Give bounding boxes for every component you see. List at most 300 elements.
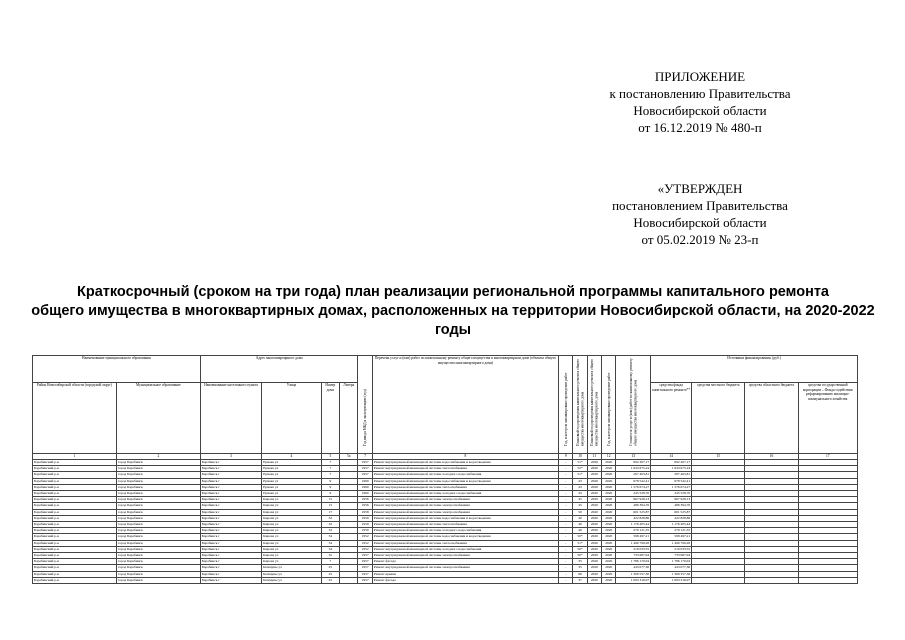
approved-line: Новосибирской области xyxy=(633,215,767,230)
table-cell: 245 528,70 xyxy=(616,491,651,497)
table-cell: 9 xyxy=(321,491,339,497)
table-cell: - xyxy=(559,491,573,497)
table-cell: Ремонт внутридомовой инженерной системы электроснабжения xyxy=(372,553,558,559)
table-cell: 422 828,86 xyxy=(616,515,651,521)
table-cell: город Барабинск xyxy=(116,559,200,565)
table-cell: Кирова ул xyxy=(262,515,321,521)
column-number: 15 xyxy=(692,454,745,460)
header-wear: Плановый год проведения капитального ремонта общего имущества многоквартирного дома xyxy=(573,356,587,454)
table-cell: 2020 xyxy=(602,484,616,490)
column-number: 8 xyxy=(372,454,558,460)
table-cell: - xyxy=(559,571,573,577)
table-cell xyxy=(692,577,745,583)
table-cell: Ремонт внутридомовой инженерной системы теплоснабжения xyxy=(372,522,558,528)
table-cell: город Барабинск xyxy=(116,571,200,577)
appendix-line: к постановлению Правительства xyxy=(609,86,791,101)
subheader-house: Номер дома xyxy=(321,383,339,454)
table-cell: 2020 xyxy=(602,460,616,466)
table-cell: 1956 xyxy=(358,497,372,503)
document-title xyxy=(20,283,886,340)
column-number: 5 xyxy=(321,454,339,460)
table-cell: 733 687,94 xyxy=(616,553,651,559)
subheader-fund-owners: средства фонда капитального ремонта** xyxy=(651,383,692,454)
table-cell: 210 033,55 xyxy=(651,546,692,552)
table-cell: Барабинский р-н xyxy=(33,472,117,478)
table-cell: 1957 xyxy=(358,466,372,472)
table-cell: 2020 xyxy=(602,522,616,528)
table-cell: город Барабинск xyxy=(116,484,200,490)
table-cell: Барабинский р-н xyxy=(33,522,117,528)
table-cell: 1 309 557,30 xyxy=(616,571,651,577)
table-cell: 51* xyxy=(573,472,587,478)
table-cell: Кирова ул xyxy=(262,540,321,546)
table-cell: Барабинский р-н xyxy=(33,509,117,515)
table-cell: Барабинск г xyxy=(200,553,261,559)
table-cell: Барабинск г xyxy=(200,460,261,466)
table-cell: 279 121,55 xyxy=(651,528,692,534)
table-cell: 2020 xyxy=(587,577,601,583)
table-cell: 297 463,81 xyxy=(616,472,651,478)
column-number: 10 xyxy=(573,454,587,460)
table-cell: 35 xyxy=(573,559,587,565)
table-cell: Кирова ул xyxy=(262,528,321,534)
table-cell: город Барабинск xyxy=(116,577,200,583)
title-line: общего имущества в многоквартирных домах, расположенных на территории Новосибирской области, на 2020-2022 xyxy=(31,303,875,319)
table-cell: 2020 xyxy=(602,546,616,552)
table-cell: Кирова ул xyxy=(262,503,321,509)
table-cell: 692 207,17 xyxy=(616,460,651,466)
table-cell: Ремонт внутридомовой инженерной системы теплоснабжения xyxy=(372,540,558,546)
table-cell: 2020 xyxy=(587,559,601,565)
table-cell: город Барабинск xyxy=(116,522,200,528)
table-cell: Кирова ул xyxy=(262,546,321,552)
table-cell: Ремонт внутридомовой инженерной системы холодного водоснабжения xyxy=(372,546,558,552)
table-cell: - xyxy=(559,509,573,515)
table-cell: Барабинск г xyxy=(200,491,261,497)
table-cell: 3а xyxy=(321,553,339,559)
table-cell: Барабинск г xyxy=(200,559,261,565)
table-cell: - xyxy=(559,540,573,546)
header-year-built: Год ввода МКД в эксплуатацию (год) xyxy=(358,356,372,454)
table-cell: 2020 xyxy=(587,497,601,503)
table-cell: - xyxy=(559,565,573,571)
table-cell: 2020 xyxy=(602,515,616,521)
approved-block xyxy=(600,180,800,248)
table-cell: 50 xyxy=(573,509,587,515)
table-cell: - xyxy=(559,553,573,559)
table-cell: 7 xyxy=(321,472,339,478)
table-cell: - xyxy=(559,559,573,565)
table-cell: Коммуны ул xyxy=(262,577,321,583)
table-cell: Кирова ул xyxy=(262,522,321,528)
table-cell: 2020 xyxy=(602,503,616,509)
subheader-letter: Литера xyxy=(340,383,358,454)
table-cell: 45 xyxy=(573,497,587,503)
table-cell: 15 xyxy=(321,497,339,503)
table-cell: - xyxy=(559,497,573,503)
subheader-settlement: Наименование населенного пункта xyxy=(200,383,261,454)
table-cell: 1959 xyxy=(358,528,372,534)
column-number: 17 xyxy=(798,454,857,460)
table-cell: Барабинск г xyxy=(200,534,261,540)
header-funding: Источники финансирования, (руб.) xyxy=(651,356,858,383)
table-cell: 598 497,21 xyxy=(651,534,692,540)
table-cell: Барабинский р-н xyxy=(33,559,117,565)
table-cell: - xyxy=(559,466,573,472)
header-municipality: Наименование муниципального образования xyxy=(33,356,201,383)
table-cell: город Барабинск xyxy=(116,478,200,484)
table-cell: Барабинский р-н xyxy=(33,528,117,534)
table-cell: 2020 xyxy=(587,509,601,515)
table-cell: 486 394,76 xyxy=(616,503,651,509)
table-cell: 1958 xyxy=(358,509,372,515)
table-cell: Барабинск г xyxy=(200,472,261,478)
table-cell: Кирова ул xyxy=(262,559,321,565)
table-cell: 2020 xyxy=(587,553,601,559)
table-cell: 1960 xyxy=(358,478,372,484)
table-cell: 2020 xyxy=(587,546,601,552)
table-cell: Коммуны ул xyxy=(262,565,321,571)
table-cell: Барабинский р-н xyxy=(33,478,117,484)
table-cell: Барабинск г xyxy=(200,466,261,472)
table-cell: Барабинск г xyxy=(200,577,261,583)
table-cell: 43 xyxy=(573,478,587,484)
table-cell: 1 643 675,24 xyxy=(616,466,651,472)
table-cell: 1952 xyxy=(358,546,372,552)
title-line: годы xyxy=(434,322,472,338)
table-cell: 2020 xyxy=(587,503,601,509)
table-cell: 32 xyxy=(321,515,339,521)
table-cell: Барабинск г xyxy=(200,478,261,484)
table-cell: - xyxy=(559,577,573,583)
table-cell: 50* xyxy=(573,546,587,552)
table-cell: 2020 xyxy=(602,528,616,534)
table-cell: город Барабинск xyxy=(116,491,200,497)
table-cell: - xyxy=(559,484,573,490)
table-cell: Ремонт внутридомовой инженерной системы электроснабжения xyxy=(372,497,558,503)
table-cell: Коммуны ул xyxy=(262,571,321,577)
table-cell: 25 xyxy=(321,577,339,583)
table-cell: 43 xyxy=(573,484,587,490)
table-cell: 678 542,41 xyxy=(616,478,651,484)
table-cell: Барабинск г xyxy=(200,484,261,490)
table-cell: 2020 xyxy=(587,571,601,577)
table-cell: 9 xyxy=(321,484,339,490)
table-cell: 2020 xyxy=(587,472,601,478)
table-cell: Ермака ул xyxy=(262,466,321,472)
table-cell: город Барабинск xyxy=(116,540,200,546)
table-cell: 1 490 799,28 xyxy=(616,540,651,546)
table-cell: 2020 xyxy=(587,522,601,528)
table-cell: 2020 xyxy=(602,553,616,559)
column-number: 11 xyxy=(587,454,601,460)
table-cell: 210 033,55 xyxy=(616,546,651,552)
table-cell: 45 xyxy=(573,503,587,509)
table-cell: - xyxy=(559,515,573,521)
table-cell: - xyxy=(559,546,573,552)
table-cell: 25 xyxy=(321,565,339,571)
subheader-local-budget: средства местного бюджета xyxy=(692,383,745,454)
table-cell: 2020 xyxy=(587,534,601,540)
table-cell: Барабинский р-н xyxy=(33,460,117,466)
table-cell: 1956 xyxy=(358,503,372,509)
table-cell: 1 576 674,27 xyxy=(651,484,692,490)
table-cell: Кирова ул xyxy=(262,509,321,515)
header-services: Перечень услуг и (или) работ по капитальному ремонту общего имущества в многоквартирном доме (объекты общего имущества многоквартирного дома) xyxy=(372,356,558,454)
table-cell: 7 xyxy=(321,460,339,466)
table-cell: 2020 xyxy=(587,484,601,490)
table-cell: - xyxy=(559,460,573,466)
approved-line: постановлением Правительства xyxy=(612,198,788,213)
table-cell: 678 542,41 xyxy=(651,478,692,484)
table-cell: город Барабинск xyxy=(116,466,200,472)
table-cell: Барабинск г xyxy=(200,565,261,571)
table-cell: 1957 xyxy=(358,565,372,571)
table-cell: 37 xyxy=(573,577,587,583)
table-cell: 40 xyxy=(573,515,587,521)
table-cell: 1 643 675,24 xyxy=(651,466,692,472)
table-cell: 1957 xyxy=(358,559,372,565)
table-cell xyxy=(340,577,358,583)
column-number: 7 xyxy=(358,454,372,460)
table-cell: Ремонт внутридомовой инженерной системы холодного водоснабжения xyxy=(372,472,558,478)
plan-table xyxy=(32,355,858,584)
table-cell: 2020 xyxy=(602,559,616,565)
table-cell: 1 309 557,30 xyxy=(651,571,692,577)
table-cell: Барабинский р-н xyxy=(33,491,117,497)
table-cell: город Барабинск xyxy=(116,528,200,534)
table-cell: Ермака ул xyxy=(262,491,321,497)
table-cell: Кирова ул xyxy=(262,553,321,559)
column-number: 3 xyxy=(200,454,261,460)
table-cell: 9 xyxy=(321,478,339,484)
table-cell: 297 463,81 xyxy=(651,472,692,478)
table-cell: 40 xyxy=(573,522,587,528)
table-cell: - xyxy=(559,478,573,484)
table-cell: Ремонт фасада xyxy=(372,577,558,583)
table-cell: Ремонт внутридомовой инженерной системы водоснабжения и водоотведения xyxy=(372,534,558,540)
table-cell: Барабинский р-н xyxy=(33,515,117,521)
table-cell: Кирова ул xyxy=(262,534,321,540)
appendix-heading: ПРИЛОЖЕНИЕ xyxy=(654,69,746,84)
table-cell: 1959 xyxy=(358,522,372,528)
table-cell: Барабинск г xyxy=(200,571,261,577)
table-cell: 2020 xyxy=(587,515,601,521)
table-cell: 1 176 205,44 xyxy=(616,522,651,528)
table-cell: Ермака ул xyxy=(262,460,321,466)
column-number: 5а xyxy=(340,454,358,460)
table-cell: 35 xyxy=(573,565,587,571)
table-cell: 1957 xyxy=(358,553,372,559)
table-cell: 51* xyxy=(573,460,587,466)
table-cell: Барабинский р-н xyxy=(33,503,117,509)
table-cell: 50* xyxy=(573,534,587,540)
table-cell: 2020 xyxy=(587,491,601,497)
table-cell: город Барабинск xyxy=(116,565,200,571)
table-cell: Барабинский р-н xyxy=(33,484,117,490)
table-cell: Барабинск г xyxy=(200,497,261,503)
table-cell: Барабинский р-н xyxy=(33,497,117,503)
table-cell: Ремонт внутридомовой инженерной системы электроснабжения xyxy=(372,509,558,515)
table-cell: 1960 xyxy=(358,484,372,490)
subheader-district: Район Новосибирской области (городской округ) xyxy=(33,383,117,454)
table-cell: Ремонт внутридомовой инженерной системы водоснабжения и водоотведения xyxy=(372,515,558,521)
table-cell: 1960 xyxy=(358,491,372,497)
table-cell: Барабинский р-н xyxy=(33,466,117,472)
table-cell: город Барабинск xyxy=(116,515,200,521)
table-cell: 601 525,87 xyxy=(651,509,692,515)
table-cell: 43 xyxy=(573,491,587,497)
table-cell: Ремонт крыши xyxy=(372,571,558,577)
table-cell: город Барабинск xyxy=(116,546,200,552)
table-cell: 34 xyxy=(321,540,339,546)
table-cell: 2020 xyxy=(587,540,601,546)
table-cell: 2020 xyxy=(602,540,616,546)
table-cell: 1 490 799,28 xyxy=(651,540,692,546)
approved-date: от 05.02.2019 № 23-п xyxy=(641,232,759,247)
table-cell: город Барабинск xyxy=(116,497,200,503)
table-cell: Ремонт внутридомовой инженерной системы электроснабжения xyxy=(372,565,558,571)
table-cell: Барабинский р-н xyxy=(33,546,117,552)
table-cell: 2020 xyxy=(602,534,616,540)
plan-table-body xyxy=(33,460,858,584)
table-cell: Барабинск г xyxy=(200,540,261,546)
table-cell: 34 xyxy=(321,534,339,540)
appendix-block xyxy=(600,68,800,136)
column-number: 1 xyxy=(33,454,117,460)
subheader-street: Улица xyxy=(262,383,321,454)
table-cell: Ермака ул xyxy=(262,484,321,490)
table-cell: 32 xyxy=(321,522,339,528)
table-cell: 1 786 170,04 xyxy=(616,559,651,565)
table-cell: 2020 xyxy=(602,472,616,478)
table-cell: - xyxy=(559,534,573,540)
table-cell: 40 xyxy=(573,528,587,534)
table-cell: 2020 xyxy=(587,478,601,484)
column-number: 4 xyxy=(262,454,321,460)
table-cell: 86 xyxy=(573,571,587,577)
table-cell: Ремонт внутридомовой инженерной системы электроснабжения xyxy=(372,503,558,509)
header-address: Адрес многоквартирного дома xyxy=(200,356,358,383)
column-number: 2 xyxy=(116,454,200,460)
table-cell: 2020 xyxy=(602,509,616,515)
header-planned-year-2: Год, в котором запланировано проведение работ xyxy=(602,356,616,454)
table-cell: 967 928,13 xyxy=(651,497,692,503)
table-cell: город Барабинск xyxy=(116,503,200,509)
header-planned-year: Плановый год проведения капитального ремонта общего имущества многоквартирного дома xyxy=(587,356,601,454)
table-cell: Кирова ул xyxy=(262,497,321,503)
table-cell xyxy=(798,577,857,583)
table-cell: 1 786 170,04 xyxy=(651,559,692,565)
table-cell: 1952 xyxy=(358,540,372,546)
table-cell: Ремонт внутридомовой инженерной системы водоснабжения и водоотведения xyxy=(372,460,558,466)
column-number: 9 xyxy=(559,454,573,460)
table-cell: 1 576 674,27 xyxy=(616,484,651,490)
table-cell: 50* xyxy=(573,553,587,559)
table-row xyxy=(33,577,858,583)
table-cell: 2020 xyxy=(587,460,601,466)
table-cell: город Барабинск xyxy=(116,509,200,515)
table-cell: 601 525,87 xyxy=(616,509,651,515)
table-cell: - xyxy=(559,522,573,528)
column-number: 12 xyxy=(602,454,616,460)
table-cell: Барабинский р-н xyxy=(33,553,117,559)
table-cell: 967 928,13 xyxy=(616,497,651,503)
table-cell: 1952 xyxy=(358,534,372,540)
table-cell: Барабинский р-н xyxy=(33,577,117,583)
table-cell: 486 394,76 xyxy=(651,503,692,509)
table-cell: 34 xyxy=(321,546,339,552)
subheader-regional-budget: средства областного бюджета xyxy=(745,383,798,454)
table-cell: 7 xyxy=(321,466,339,472)
table-cell: Барабинск г xyxy=(200,528,261,534)
table-cell: 51* xyxy=(573,540,587,546)
table-cell: 1 176 205,44 xyxy=(651,522,692,528)
table-cell: 15 xyxy=(321,503,339,509)
table-cell: Ремонт внутридомовой инженерной системы холодного водоснабжения xyxy=(372,491,558,497)
table-cell: город Барабинск xyxy=(116,534,200,540)
table-cell: Ремонт внутридомовой инженерной системы холодного водоснабжения xyxy=(372,528,558,534)
table-cell: 279 121,55 xyxy=(616,528,651,534)
table-cell: Барабинск г xyxy=(200,509,261,515)
subheader-mo: Муниципальное образование xyxy=(116,383,200,454)
table-cell: - xyxy=(559,503,573,509)
header-service-deadline: Год, в котором запланировано проведение работ xyxy=(559,356,573,454)
table-cell: Барабинский р-н xyxy=(33,534,117,540)
table-cell: Барабинск г xyxy=(200,515,261,521)
table-cell: 2020 xyxy=(602,497,616,503)
table-cell: 7 xyxy=(321,559,339,565)
table-cell: 1957 xyxy=(358,472,372,478)
table-cell: Барабинский р-н xyxy=(33,565,117,571)
table-cell: 2020 xyxy=(602,466,616,472)
table-cell: Барабинский р-н xyxy=(33,571,117,577)
table-cell: Ремонт внутридомовой инженерной системы водоснабжения и водоотведения xyxy=(372,478,558,484)
table-cell: Ремонт внутридомовой инженерной системы теплоснабжения xyxy=(372,466,558,472)
table-cell: 733 687,94 xyxy=(651,553,692,559)
table-cell: - xyxy=(559,472,573,478)
column-number: 13 xyxy=(616,454,651,460)
table-cell: город Барабинск xyxy=(116,460,200,466)
table-cell: Барабинск г xyxy=(200,546,261,552)
table-cell: город Барабинск xyxy=(116,553,200,559)
table-cell: 1957 xyxy=(358,460,372,466)
table-cell: 443 077,30 xyxy=(616,565,651,571)
table-cell: Барабинск г xyxy=(200,522,261,528)
table-cell: 245 528,70 xyxy=(651,491,692,497)
appendix-date: от 16.12.2019 № 480-п xyxy=(638,120,762,135)
table-cell: 1957 xyxy=(358,577,372,583)
header-estimated-cost: Стоимость услуг и (или) работ по капитальному ремонту общего имущества многоквартирного дома xyxy=(616,356,651,454)
table-cell: 2020 xyxy=(602,491,616,497)
table-cell: 2020 xyxy=(602,478,616,484)
table-cell: 2020 xyxy=(587,528,601,534)
table-cell: 2020 xyxy=(602,565,616,571)
table-cell: Ремонт фасада xyxy=(372,559,558,565)
table-cell: 1 093 316,07 xyxy=(616,577,651,583)
column-number: 14 xyxy=(651,454,692,460)
table-cell: 52* xyxy=(573,466,587,472)
table-cell: 2020 xyxy=(587,565,601,571)
approved-heading: «УТВЕРЖДЕН xyxy=(657,181,743,196)
table-cell: - xyxy=(559,528,573,534)
table-cell: 2020 xyxy=(587,466,601,472)
table-cell: город Барабинск xyxy=(116,472,200,478)
table-cell: 443 077,30 xyxy=(651,565,692,571)
table-cell: Барабинский р-н xyxy=(33,540,117,546)
appendix-line: Новосибирской области xyxy=(633,103,767,118)
table-cell: 1957 xyxy=(358,571,372,577)
